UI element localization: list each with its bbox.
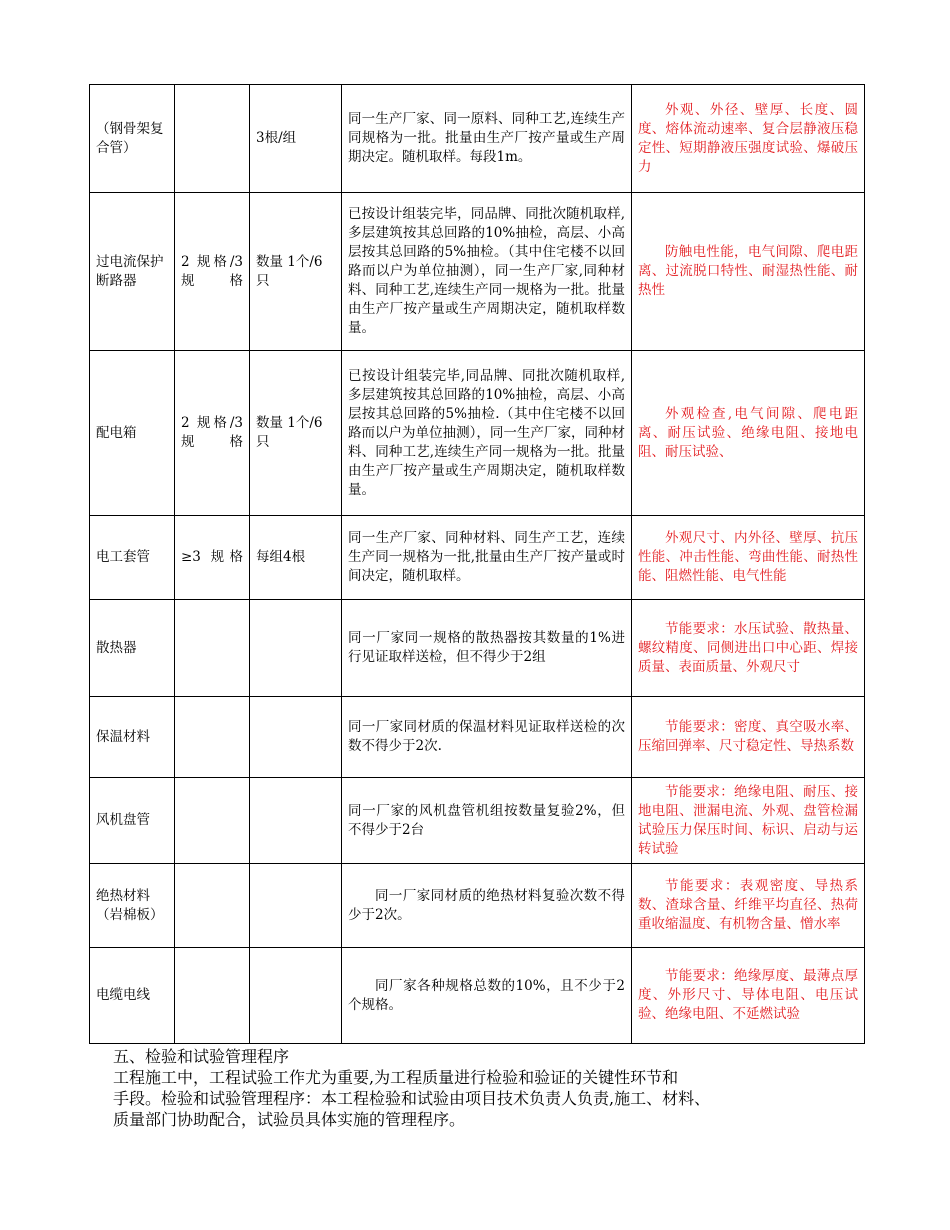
table-row — [90, 516, 865, 600]
section-heading: 五、检验和试验管理程序 — [113, 1047, 290, 1066]
material-name: 绝热材料（岩棉板） — [90, 864, 175, 948]
material-name: 散热器 — [90, 600, 175, 697]
spec-count — [175, 864, 250, 948]
sampling-rule: 已按设计组装完毕，同品牌、同批次随机取样,多层建筑按其总回路的10%抽检，高层、小高层按其总回路的5%抽检。（其中住宅楼不以回路而以户为单位抽测），同一生产厂家,同种材料、同种工艺,连续生产同一规格为一批。批量由生产厂按产量或生产周期决定，随机取样数量。 — [342, 193, 632, 351]
table-row — [90, 193, 865, 351]
test-items: 外观尺寸、内外径、壁厚、抗压性能、冲击性能、弯曲性能、耐热性能、阻燃性能、电气性能 — [632, 516, 865, 600]
spec-count — [175, 778, 250, 864]
sampling-rule: 同一厂家同一规格的散热器按其数量的1%进行见证取样送检，但不得少于2组 — [342, 600, 632, 697]
inspection-table — [89, 84, 865, 1044]
table-row — [90, 351, 865, 516]
test-items: 节能要求：绝缘电阻、耐压、接地电阻、泄漏电流、外观、盘管检漏试验压力保压时间、标识、启动与运转试验 — [632, 778, 865, 864]
sample-quantity: 数量 1个/6只 — [250, 193, 342, 351]
material-name: 过电流保护断路器 — [90, 193, 175, 351]
sample-quantity — [250, 778, 342, 864]
sample-quantity: 每组4根 — [250, 516, 342, 600]
paragraph-line: 手段。检验和试验管理程序：本工程检验和试验由项目技术负责人负责,施工、材料、 — [113, 1089, 711, 1108]
table-row — [90, 778, 865, 864]
material-name: 保温材料 — [90, 697, 175, 778]
test-items: 节能要求：水压试验、散热量、螺纹精度、同侧进出口中心距、焊接质量、表面质量、外观尺寸 — [632, 600, 865, 697]
sample-quantity — [250, 864, 342, 948]
sample-quantity: 3根/组 — [250, 85, 342, 193]
paragraph-line: 质量部门协助配合，试验员具体实施的管理程序。 — [113, 1110, 466, 1129]
material-name: 电缆电线 — [90, 948, 175, 1044]
sample-quantity — [250, 948, 342, 1044]
spec-count: 2 规格/3规格 — [175, 193, 250, 351]
sampling-rule: 已按设计组装完毕,同品牌、同批次随机取样,多层建筑按其总回路的10%抽检，高层、小高层按其总回路的5%抽检.（其中住宅楼不以回路而以户为单位抽测），同一生产厂家，同种材料、同种工艺,连续生产同一规格为一批。批量由生产厂按产量或生产周期决定，随机取样数量。 — [342, 351, 632, 516]
test-items: 节能要求：密度、真空吸水率、压缩回弹率、尺寸稳定性、导热系数 — [632, 697, 865, 778]
test-items: 外观检查,电气间隙、爬电距离、耐压试验、绝缘电阻、接地电阻、耐压试验、 — [632, 351, 865, 516]
spec-count — [175, 85, 250, 193]
sampling-rule: 同一厂家同材质的保温材料见证取样送检的次数不得少于2次. — [342, 697, 632, 778]
material-name: （钢骨架复合管） — [90, 85, 175, 193]
table-row — [90, 864, 865, 948]
sampling-rule: 同一厂家同材质的绝热材料复验次数不得少于2次。 — [342, 864, 632, 948]
spec-count — [175, 600, 250, 697]
material-name: 配电箱 — [90, 351, 175, 516]
sample-quantity — [250, 697, 342, 778]
spec-count — [175, 697, 250, 778]
material-name: 风机盘管 — [90, 778, 175, 864]
paragraph-line: 工程施工中，工程试验工作尤为重要,为工程质量进行检验和验证的关键性环节和 — [113, 1068, 679, 1087]
table-row — [90, 600, 865, 697]
table-row — [90, 85, 865, 193]
sampling-rule: 同厂家各种规格总数的10%，且不少于2个规格。 — [342, 948, 632, 1044]
test-items: 防触电性能，电气间隙、爬电距离、过流脱口特性、耐湿热性能、耐热性 — [632, 193, 865, 351]
sample-quantity — [250, 600, 342, 697]
table-row — [90, 697, 865, 778]
material-name: 电工套管 — [90, 516, 175, 600]
spec-count: 2 规格/3规格 — [175, 351, 250, 516]
test-items: 外观、外径、壁厚、长度、圆度、熔体流动速率、复合层静液压稳定性、短期静液压强度试验、爆破压力 — [632, 85, 865, 193]
spec-count — [175, 948, 250, 1044]
section-body — [113, 1046, 813, 1130]
sampling-rule: 同一生产厂家、同一原料、同种工艺,连续生产同规格为一批。批量由生产厂按产量或生产周期决定。随机取样。每段1m。 — [342, 85, 632, 193]
table-row — [90, 948, 865, 1044]
spec-count: ≥3 规格 — [175, 516, 250, 600]
test-items: 节能要求：表观密度、导热系数、渣球含量、纤维平均直径、热荷重收缩温度、有机物含量、憎水率 — [632, 864, 865, 948]
sampling-rule: 同一生产厂家、同种材料、同生产工艺，连续生产同一规格为一批,批量由生产厂按产量或时间决定，随机取样。 — [342, 516, 632, 600]
sample-quantity: 数量 1个/6只 — [250, 351, 342, 516]
sampling-rule: 同一厂家的风机盘管机组按数量复验2%，但不得少于2台 — [342, 778, 632, 864]
test-items: 节能要求：绝缘厚度、最薄点厚度、外形尺寸、导体电阻、电压试验、绝缘电阻、不延燃试验 — [632, 948, 865, 1044]
